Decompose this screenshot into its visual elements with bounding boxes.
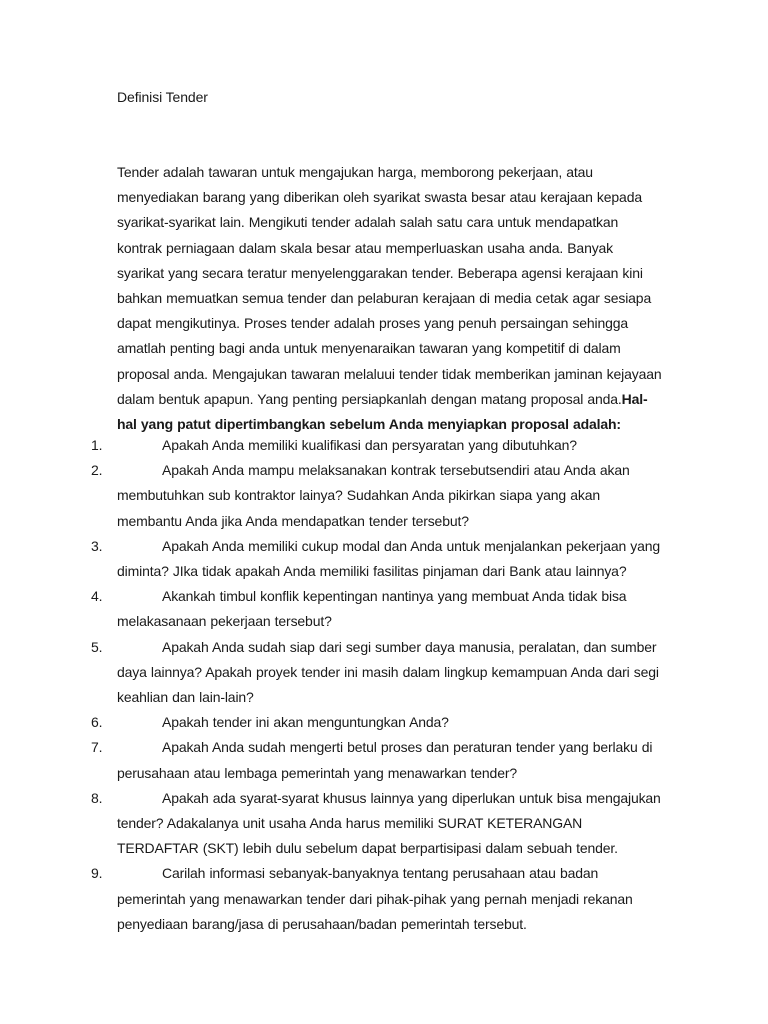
- list-item-number: 1.: [91, 437, 103, 453]
- list-item: [0, 635, 768, 711]
- list-item-text: Akankah timbul konflik kepentingan nantinya yang membuat Anda tidak bisa melakasanaan pekerjaan tersebut?: [117, 588, 627, 630]
- list-item-number: 3.: [91, 537, 103, 554]
- list-item-text: Apakah Anda memiliki kualifikasi dan persyaratan yang dibutuhkan?: [162, 437, 577, 453]
- list-item-number: 9.: [91, 865, 103, 882]
- list-item: [0, 861, 768, 937]
- intro-text: Tender adalah tawaran untuk mengajukan harga, memborong pekerjaan, atau menyediakan barang yang diberikan oleh syarikat swasta besar atau kerajaan kepada syarikat-syarikat lain. Mengikuti tender adalah salah satu cara untuk mendapatkan kontrak perniagaan dalam skala besar atau memperluaskan usaha anda. Banyak syarikat yang secara teratur menyelenggarakan tender. Beberapa agensi kerajaan kini bahkan memuatkan semua tender dan pelaburan kerajaan di media cetak agar sesiapa dapat mengikutinya. Proses tender adalah proses yang penuh persaingan sehingga amatlah penting bagi anda untuk menyenaraikan tawaran yang kompetitif di dalam proposal anda. Mengajukan tawaran melaluui tender tidak memberikan jaminan kejayaan dalam bentuk apapun. Yang penting persiapkanlah dengan matang proposal anda.: [117, 164, 662, 407]
- document-title: Definisi Tender: [117, 89, 208, 105]
- list-item: [0, 458, 768, 534]
- list-item: [0, 735, 768, 785]
- list-item-number: 7.: [91, 739, 103, 756]
- list-item-number: 2.: [91, 462, 103, 479]
- list-item-text: Apakah Anda mampu melaksanakan kontrak tersebutsendiri atau Anda akan membutuhkan sub kontraktor lainya? Sudahkan Anda pikirkan siapa yang akan membantu Anda jika Anda mendapatkan tender tersebut?: [117, 462, 630, 529]
- list-item-number: 4.: [91, 588, 103, 605]
- list-item: [0, 584, 768, 634]
- list-item-number: 5.: [91, 638, 103, 655]
- list-item-text: Apakah Anda sudah mengerti betul proses dan peraturan tender yang berlaku di perusahaan atau lembaga pemerintah yang menawarkan tender?: [117, 739, 653, 781]
- list-item: [0, 433, 768, 458]
- intro-bold-text: Hal-hal yang patut dipertimbangkan sebelum Anda menyiapkan proposal adalah:: [117, 390, 648, 433]
- list-item: [0, 710, 768, 735]
- intro-paragraph: [117, 160, 662, 437]
- list-item-text: Apakah tender ini akan menguntungkan Anda?: [162, 714, 449, 731]
- list-item-text: Apakah ada syarat-syarat khusus lainnya yang diperlukan untuk bisa mengajukan tender? Adakalanya unit usaha Anda harus memiliki SURAT KETERANGAN TERDAFTAR (SKT) lebih dulu sebelum dapat berpartisipasi dalam sebuah tender.: [117, 789, 661, 857]
- list-item-text: Apakah Anda memiliki cukup modal dan Anda untuk menjalankan pekerjaan yang diminta? JIka tidak apakah Anda memiliki fasilitas pinjaman dari Bank atau lainnya?: [117, 537, 661, 580]
- list-item-number: 6.: [91, 714, 103, 731]
- list-item-text: Carilah informasi sebanyak-banyaknya tentang perusahaan atau badan pemerintah yang menawarkan tender dari pihak-pihak yang pernah menjadi rekanan penyediaan barang/jasa di perusahaan/badan pemerintah tersebut.: [117, 865, 633, 932]
- list-item-text: Apakah Anda sudah siap dari segi sumber daya manusia, peralatan, dan sumber daya lainnya? Apakah proyek tender ini masih dalam lingkup kemampuan Anda dari segi keahlian dan lain-lain?: [117, 638, 659, 706]
- list-item: [0, 786, 768, 862]
- list-item: [0, 534, 768, 584]
- considerations-list: [0, 433, 768, 937]
- list-item-number: 8.: [91, 789, 103, 806]
